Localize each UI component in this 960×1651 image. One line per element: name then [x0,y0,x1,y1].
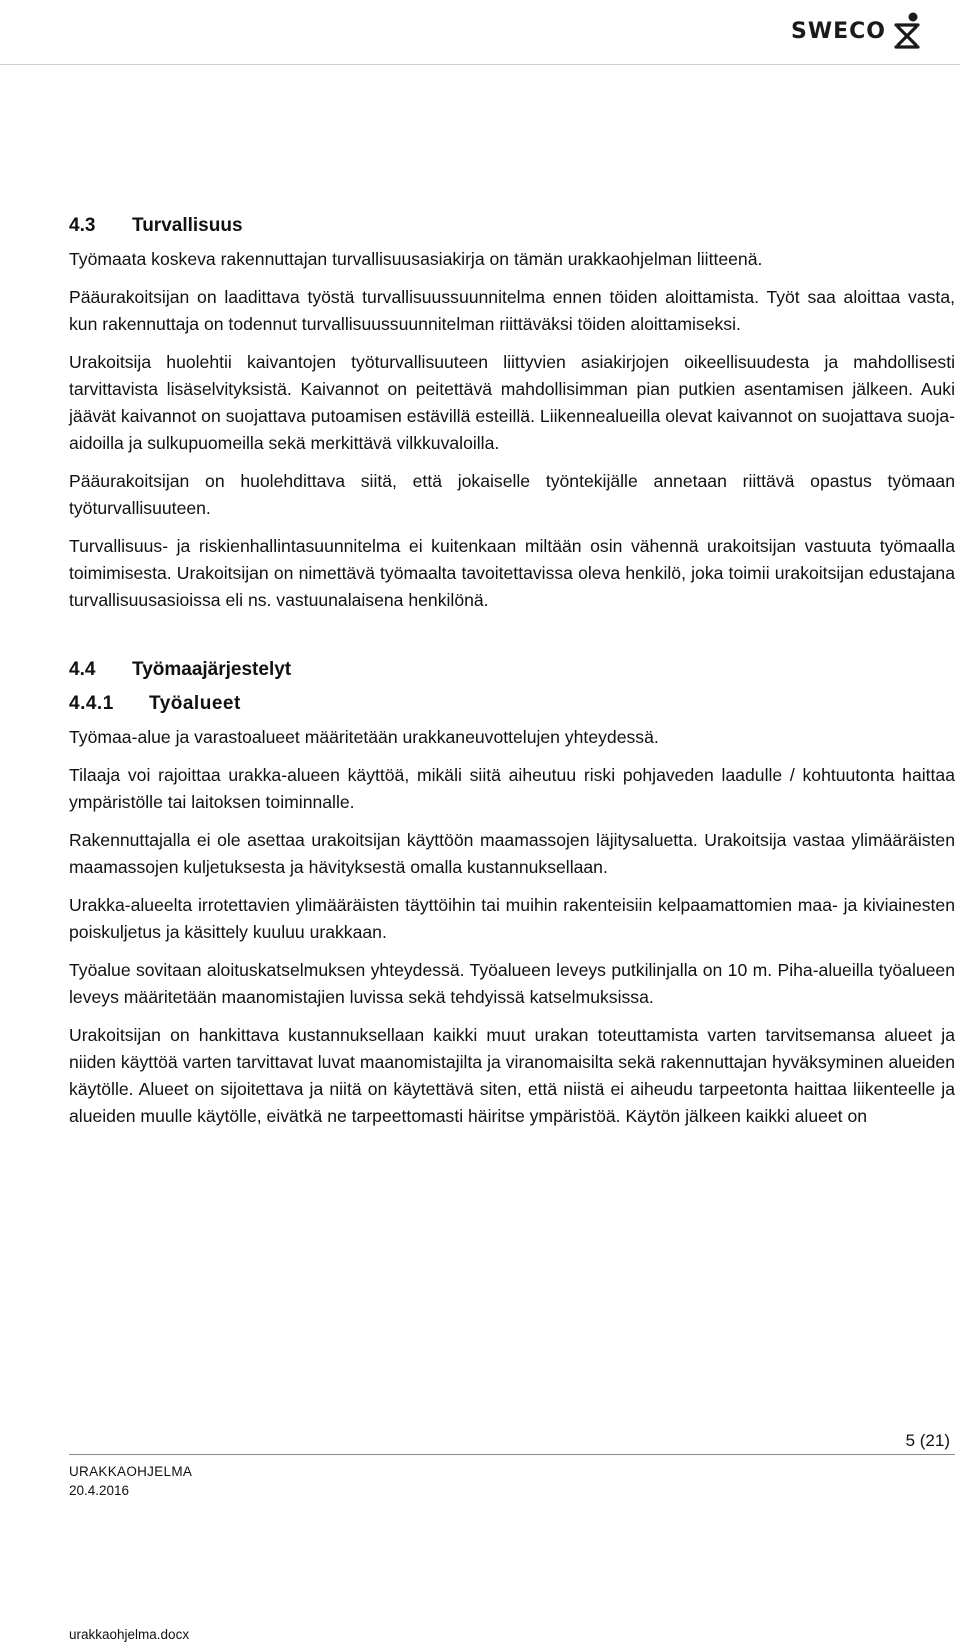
paragraph: Työmaata koskeva rakennuttajan turvallisuusasiakirja on tämän urakkaohjelman liitteenä. [69,249,763,269]
page-number: 5 (21) [905,1431,950,1450]
paragraph: Pääurakoitsijan on laadittava työstä turvallisuussuunnitelma ennen töiden aloittamista. Työt saa aloittaa vasta, kun rakennuttaja on todennut turvallisuussuunnitelman riittäväksi töiden aloittamiseksi. [69,287,955,334]
document-name: URAKKAOHJELMA [69,1464,193,1479]
section-title: Turvallisuus [132,215,243,236]
header-divider [0,64,960,65]
paragraph: Urakoitsijan on hankittava kustannuksellaan kaikki muut urakan toteuttamista varten tarvitsemansa alueet ja niiden käyttöä varten tarvittavat luvat maanomistajilta ja viranomaisilta sekä rakennuttajan hyväksyminen alueiden käytölle. Alueet on sijoitettava ja niitä on käytettävä siten, että niistä ei aiheudu tarpeetonta haittaa liikenteelle ja alueiden muulle käytölle, eivätkä ne tarpeettomasti häiritse ympäristöä. Käytön jälkeen kaikki alueet on [69,1025,955,1126]
sweco-figure-icon [892,11,922,51]
logo-text: SWECO [791,18,886,44]
section-number: 4.4 [69,659,96,680]
paragraph: Rakennuttajalla ei ole asettaa urakoitsijan käyttöön maamassojen läjitysaluetta. Urakoitsija vastaa ylimääräisten maamassojen kuljetuksesta ja hävityksestä omalla kustannuksellaan. [69,830,955,877]
paragraph: Tilaaja voi rajoittaa urakka-alueen käyttöä, mikäli siitä aiheutuu riski pohjaveden laadulle / kohtuutonta haittaa ympäristölle tai laitoksen toiminnalle. [69,765,955,812]
page-header [0,0,960,70]
document-body [69,212,955,1141]
paragraph: Turvallisuus- ja riskienhallintasuunnitelma ei kuitenkaan miltään osin vähennä urakoitsijan vastuuta työmaalla toimimisesta. Urakoitsijan on nimettävä työmaalta tavoitettavissa oleva henkilö, joka toimii urakoitsijan edustajana turvallisuusasioissa eli ns. vastuunalaisena henkilönä. [69,536,955,610]
paragraph: Urakoitsija huolehtii kaivantojen työturvallisuuteen liittyvien asiakirjojen oikeellisuudesta ja mahdollisesti tarvittavista lisäselvityksistä. Kaivannot on peitettävä mahdollisimman pian putkien asentamisen jälkeen. Auki jäävät kaivannot on suojattava putoamisen estävillä esteillä. Liikennealueilla olevat kaivannot on suojattava suoja-aidoilla ja sulkupuomeilla sekä merkittävä vilkkuvaloilla. [69,352,955,453]
section-heading-4-4 [69,656,955,684]
section-heading-4-3 [69,212,955,240]
paragraph: Pääurakoitsijan on huolehdittava siitä, että jokaiselle työntekijälle annetaan riittävä opastus työmaan työturvallisuuteen. [69,471,955,518]
section-number: 4.3 [69,215,96,236]
footer-divider [69,1454,955,1455]
file-name: urakkaohjelma.docx [69,1627,190,1642]
section-title: Työmaajärjestelyt [132,659,292,680]
paragraph: Työmaa-alue ja varastoalueet määritetään urakkaneuvottelujen yhteydessä. [69,727,659,747]
paragraph: Työalue sovitaan aloituskatselmuksen yhteydessä. Työalueen leveys putkilinjalla on 10 m. Piha-alueilla työalueen leveys määritetään maanomistajien luvissa sekä tehdyissä katselmuksissa. [69,960,955,1007]
subsection-title: Työalueet [149,693,241,714]
subsection-heading-4-4-1 [69,690,955,718]
paragraph: Urakka-alueelta irrotettavien ylimääräisten täyttöihin tai muihin rakenteisiin kelpaamattomien maa- ja kiviainesten poiskuljetus ja käsittely kuuluu urakkaan. [69,895,955,942]
document-date: 20.4.2016 [69,1483,130,1498]
sweco-logo [791,10,922,52]
subsection-number: 4.4.1 [69,693,114,714]
